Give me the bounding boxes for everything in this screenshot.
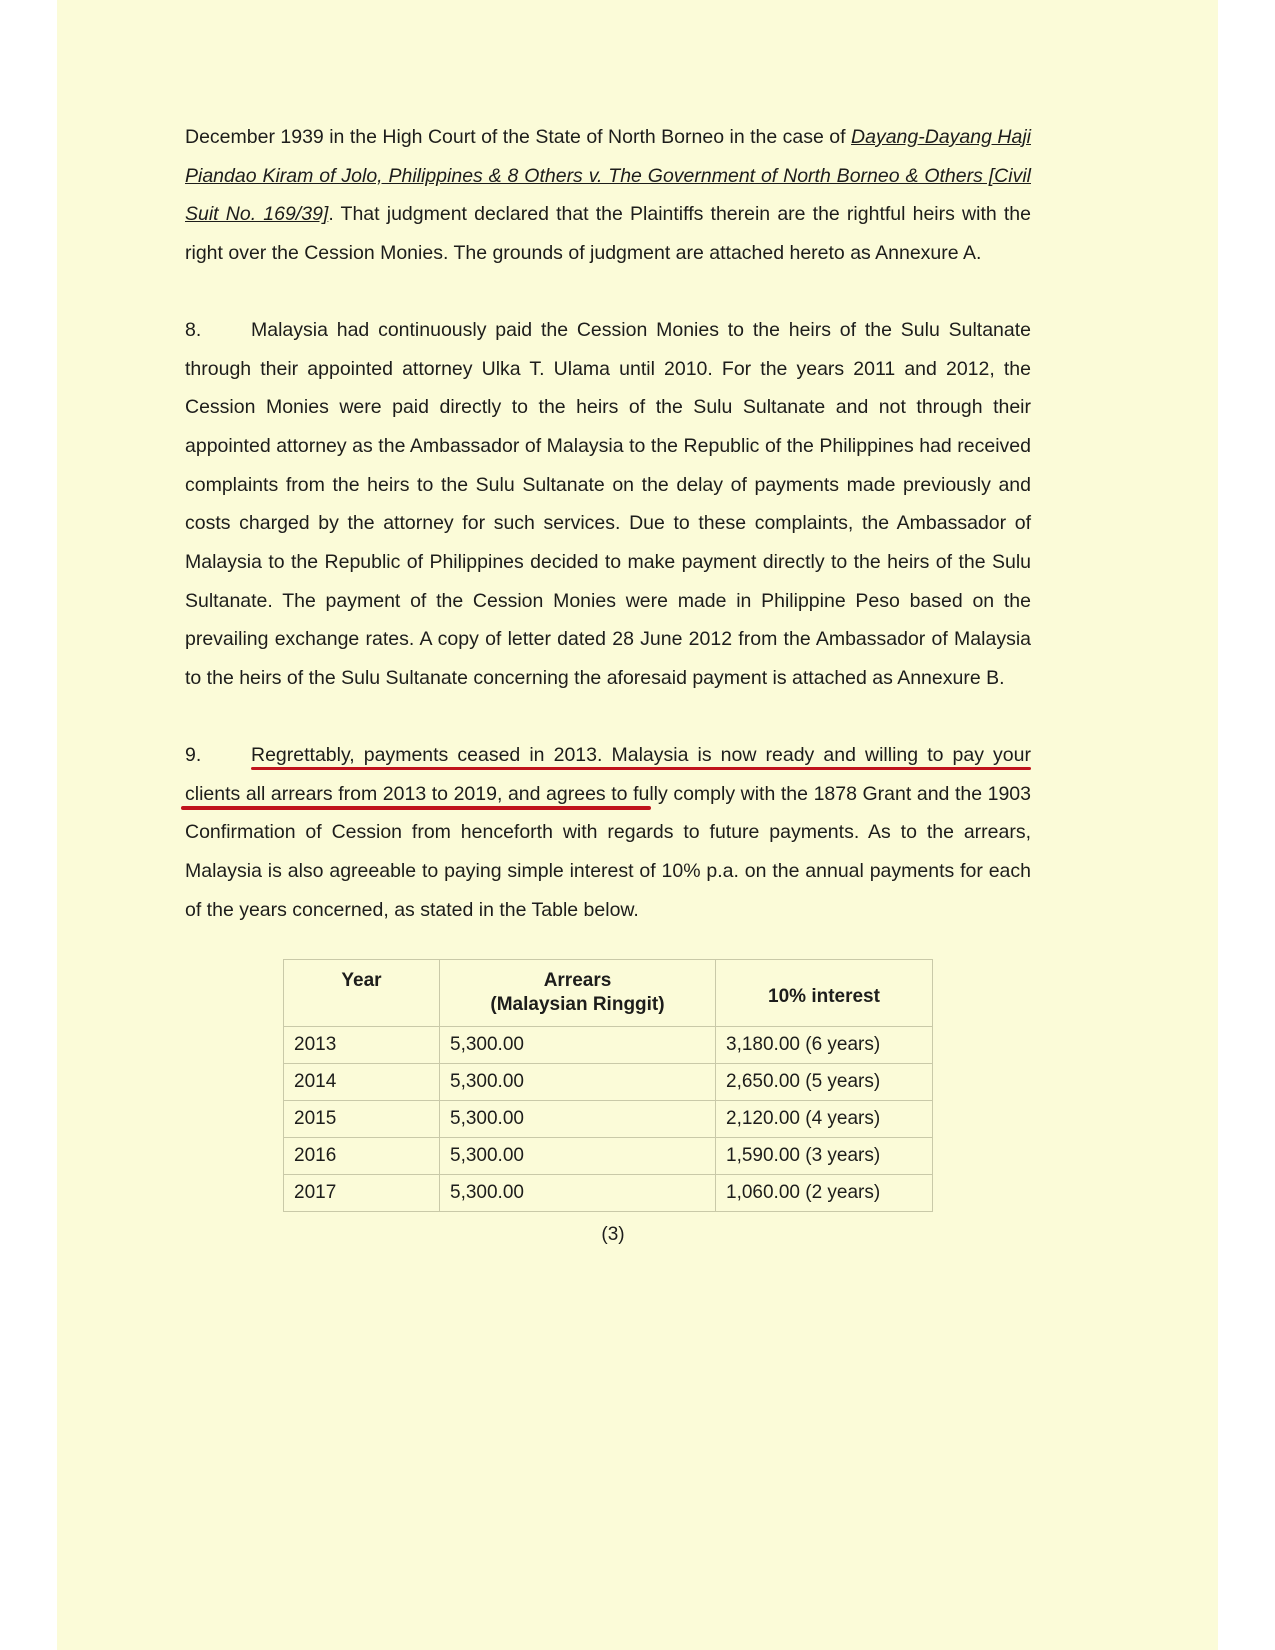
table-header-row (284, 960, 933, 995)
paragraph-8-number: 8. (185, 318, 202, 341)
arrears-interest-table (283, 959, 933, 1212)
cell-arrears: 5,300.00 (440, 1027, 716, 1064)
table-header-interest: 10% interest (716, 960, 933, 1027)
table-header-year: Year (284, 960, 440, 995)
cell-interest: 2,120.00 (4 years) (716, 1101, 933, 1138)
paragraph-8-text: Malaysia had continuously paid the Cession Monies to the heirs of the Sulu Sultanate through their appointed attorney Ulka T. Ulama until 2010. For the years 2011 and 2012, the Cession Monies were paid directly to the heirs of the Sulu Sultanate and not through their appointed attorney as the Ambassador of Malaysia to the Republic of the Philippines had received complaints from the heirs to the Sulu Sultanate on the delay of payments made previously and costs charged by the attorney for such services. Due to these complaints, the Ambassador of Malaysia to the Republic of Philippines decided to make payment directly to the heirs of the Sulu Sultanate. The payment of the Cession Monies were made in Philippine Peso based on the prevailing exchange rates. A copy of letter dated 28 June 2012 from the Ambassador of Malaysia to the heirs of the Sulu Sultanate concerning the aforesaid payment is attached as Annexure B. (185, 318, 1031, 690)
cell-interest: 3,180.00 (6 years) (716, 1027, 933, 1064)
document-body (185, 118, 1031, 1246)
cell-arrears: 5,300.00 (440, 1064, 716, 1101)
document-page (57, 0, 1218, 1650)
cell-interest: 2,650.00 (5 years) (716, 1064, 933, 1101)
cell-year: 2016 (284, 1138, 440, 1175)
cell-year: 2017 (284, 1175, 440, 1212)
red-underline-annotation-line-2 (181, 806, 651, 810)
paragraph-9-text: Regrettably, payments ceased in 2013. Malaysia is now ready and willing to pay your clients all arrears from 2013 to 2019, and agrees to fully comply with the 1878 Grant and the 1903 Confirmation of Cession from henceforth with regards to future payments. As to the arrears, Malaysia is also agreeable to paying simple interest of 10% p.a. on the annual payments for each of the years concerned, as stated in the Table below. (185, 743, 1031, 921)
cell-arrears: 5,300.00 (440, 1101, 716, 1138)
paragraph-text-lead: December 1939 in the High Court of the State of North Borneo in the case of (185, 126, 852, 148)
paragraph-text-tail: . That judgment declared that the Plaintiffs therein are the rightful heirs with the right over the Cession Monies. The grounds of judgment are attached hereto as Annexure A. (185, 203, 1031, 265)
table-row (284, 1175, 933, 1212)
red-underline-annotation-line-1 (251, 767, 1031, 770)
cell-year: 2013 (284, 1027, 440, 1064)
cell-arrears: 5,300.00 (440, 1138, 716, 1175)
cell-year: 2014 (284, 1064, 440, 1101)
paragraph-9 (185, 736, 1031, 930)
table-row (284, 1027, 933, 1064)
table-row (284, 1138, 933, 1175)
cell-year: 2015 (284, 1101, 440, 1138)
table-row (284, 1064, 933, 1101)
table-row (284, 1101, 933, 1138)
cell-interest: 1,060.00 (2 years) (716, 1175, 933, 1212)
cell-arrears: 5,300.00 (440, 1175, 716, 1212)
table-header-year-blank (284, 994, 440, 1027)
page-number: (3) (601, 1224, 625, 1246)
case-citation-italic-underline: Dayang-Dayang Haji Piandao Kiram of Jolo, Philippines & 8 Others v. The Government of North Borneo & Others [Civil Suit No. 169/39] (185, 126, 1031, 226)
cell-interest: 1,590.00 (3 years) (716, 1138, 933, 1175)
table-header-currency: (Malaysian Ringgit) (440, 994, 716, 1027)
paragraph-7-continued (185, 118, 1031, 273)
paragraph-9-number: 9. (185, 743, 202, 766)
paragraph-8 (185, 311, 1031, 698)
table-header-arrears: Arrears (440, 960, 716, 995)
